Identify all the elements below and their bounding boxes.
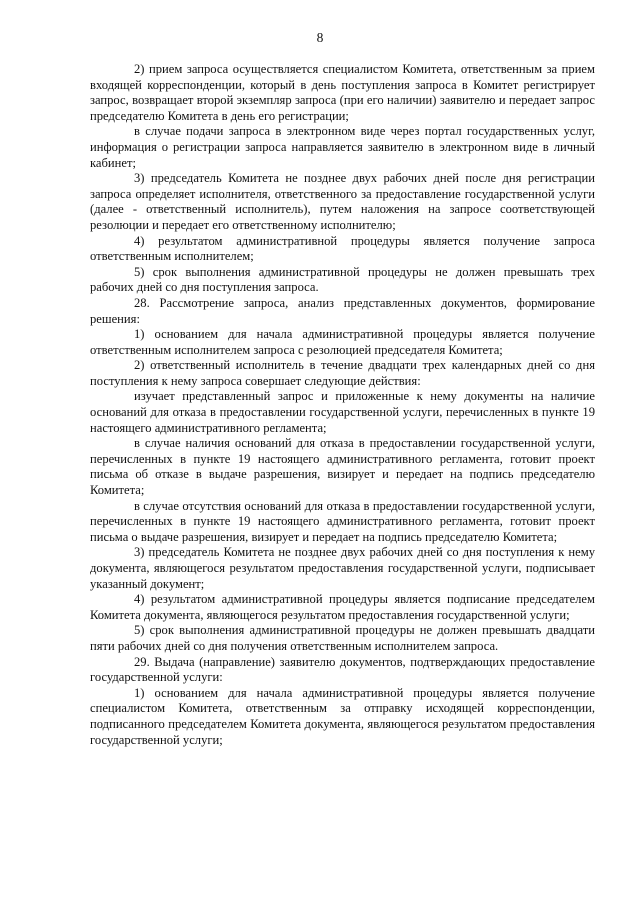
- paragraph: 5) срок выполнения административной процедуры не должен превышать трех рабочих дней со дня поступления запроса.: [90, 264, 595, 295]
- paragraph: 5) срок выполнения административной процедуры не должен превышать двадцати пяти рабочих дней со дня получения ответственным исполнителем запроса.: [90, 623, 595, 653]
- paragraph: 4) результатом административной процедуры является получение запроса ответственным исполнителем;: [90, 233, 595, 264]
- paragraph: 3) председатель Комитета не позднее двух рабочих дней после дня регистрации запроса определяет исполнителя, ответственного за предоставление государственной услуги (далее - ответственный исполнитель), путем наложения на запросе соответствующей резолюции и передает его ответственному исполнителю;: [90, 171, 595, 232]
- paragraph: в случае подачи запроса в электронном виде через портал государственных услуг, информация о регистрации запроса направляется заявителю в электронном виде в личный кабинет;: [90, 124, 595, 170]
- paragraph: 3) председатель Комитета не позднее двух рабочих дней со дня поступления к нему документа, являющегося результатом предоставления государственной услуги, подписывает указанный документ;: [90, 545, 595, 591]
- paragraph: в случае отсутствия оснований для отказа в предоставлении государственной услуги, перечисленных в пункте 19 настоящего административного регламента, готовит проект письма о выдаче разрешения, визирует и передает на подпись председателю Комитета;: [90, 498, 595, 544]
- paragraph: 2) ответственный исполнитель в течение двадцати трех календарных дней со дня поступления к нему запроса совершает следующие действия:: [90, 358, 595, 388]
- paragraph: 1) основанием для начала административной процедуры является получение ответственным исполнителем запроса с резолюцией председателя Комитета;: [90, 327, 595, 357]
- section-heading: 28. Рассмотрение запроса, анализ представленных документов, формирование решения:: [90, 295, 595, 326]
- paragraph: изучает представленный запрос и приложенные к нему документы на наличие оснований для отказа в предоставлении государственной услуги, перечисленных в пункте 19 настоящего административного регламента;: [90, 389, 595, 435]
- paragraph: 1) основанием для начала административной процедуры является получение специалистом Комитета, ответственным за отправку исходящей корреспонденции, подписанного председателем Комитета документа, являющегося результатом предоставления государственной услуги;: [90, 685, 595, 747]
- paragraph: в случае наличия оснований для отказа в предоставлении государственной услуги, перечисленных в пункте 19 настоящего административного регламента, готовит проект письма об отказе в выдаче разрешения, визирует и передает на подпись председателю Комитета;: [90, 436, 595, 498]
- paragraph: 2) прием запроса осуществляется специалистом Комитета, ответственным за прием входящей корреспонденции, который в день поступления запроса в Комитет регистрирует запрос, возвращает второй экземпляр запроса (при его наличии) заявителю и передает запрос председателю Комитета в день его регистрации;: [90, 62, 595, 123]
- paragraph: 4) результатом административной процедуры является подписание председателем Комитета документа, являющегося результатом предоставления государственной услуги;: [90, 592, 595, 622]
- section-heading: 29. Выдача (направление) заявителю документов, подтверждающих предоставление государственной услуги:: [90, 654, 595, 685]
- page-number: 8: [316, 30, 324, 45]
- document-body: [90, 62, 595, 748]
